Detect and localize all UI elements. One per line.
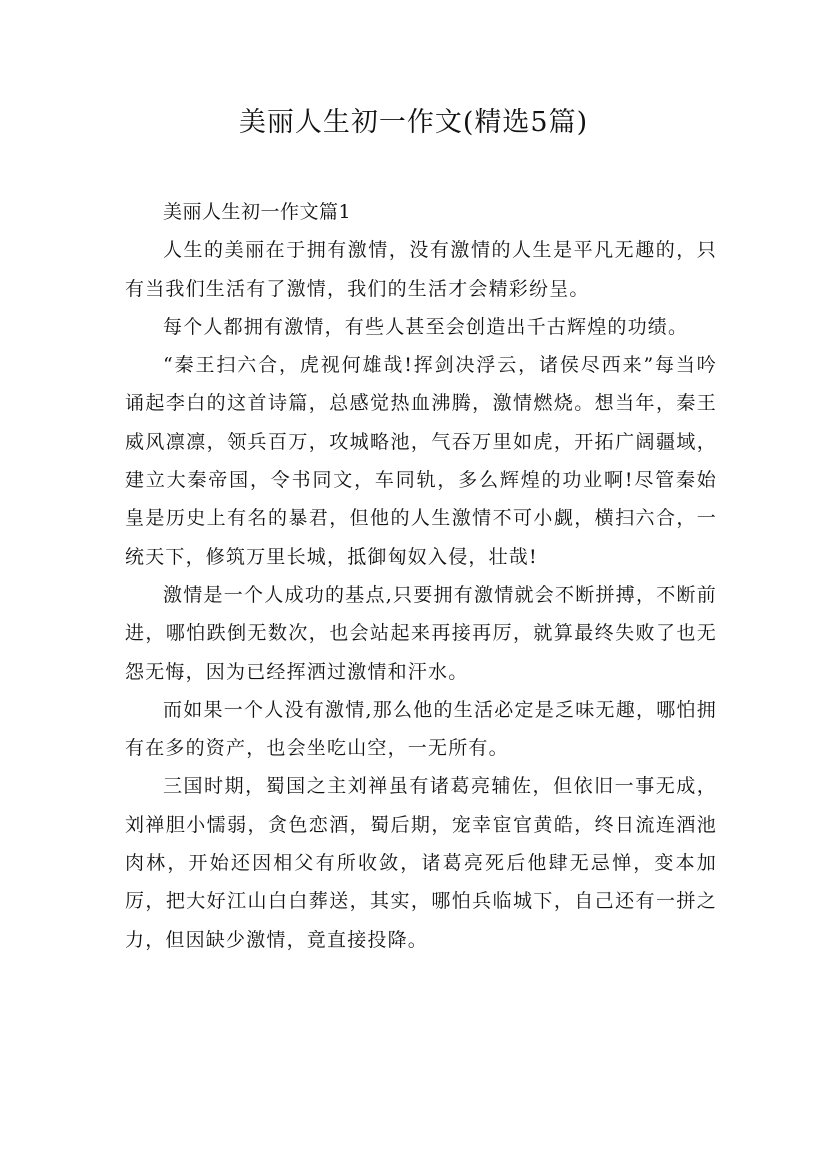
document-body [125, 193, 717, 959]
paragraph: 而如果一个人没有激情,那么他的生活必定是乏味无趣，哪怕拥有在多的资产，也会坐吃山空，一无所有。 [125, 698, 717, 760]
document-title: 美丽人生初一作文(精选5篇) [238, 107, 589, 138]
paragraph: 每个人都拥有激情，有些人甚至会创造出千古辉煌的功绩。 [163, 315, 689, 338]
paragraph: 激情是一个人成功的基点,只要拥有激情就会不断拼搏，不断前进，哪怕跌倒无数次，也会站起来再接再厉，就算最终失败了也无怨无悔，因为已经挥洒过激情和汗水。 [125, 583, 717, 683]
paragraph: “秦王扫六合，虎视何雄哉!挥剑决浮云，诸侯尽西来”每当吟诵起李白的这首诗篇，总感觉热血沸腾，激情燃烧。想当年，秦王威风凛凛，领兵百万，攻城略池，气吞万里如虎，开拓广阔疆域，建立大秦帝国，令书同文，车同轨，多么辉煌的功业啊!尽管秦始皇是历史上有名的暴君，但他的人生激情不可小觑，横扫六合，一统天下，修筑万里长城，抵御匈奴入侵，壮哉! [125, 354, 717, 568]
section-heading: 美丽人生初一作文篇1 [163, 201, 352, 223]
paragraph: 三国时期，蜀国之主刘禅虽有诸葛亮辅佐，但依旧一事无成，刘禅胆小懦弱，贪色恋酒，蜀后期，宠幸宦官黄皓，终日流连酒池肉林，开始还因相父有所收敛，诸葛亮死后他肆无忌惮，变本加厉，把大好江山白白葬送，其实，哪怕兵临城下，自己还有一拼之力，但因缺少激情，竟直接投降。 [125, 775, 717, 951]
paragraph: 人生的美丽在于拥有激情，没有激情的人生是平凡无趣的，只有当我们生活有了激情，我们的生活才会精彩纷呈。 [125, 239, 717, 300]
